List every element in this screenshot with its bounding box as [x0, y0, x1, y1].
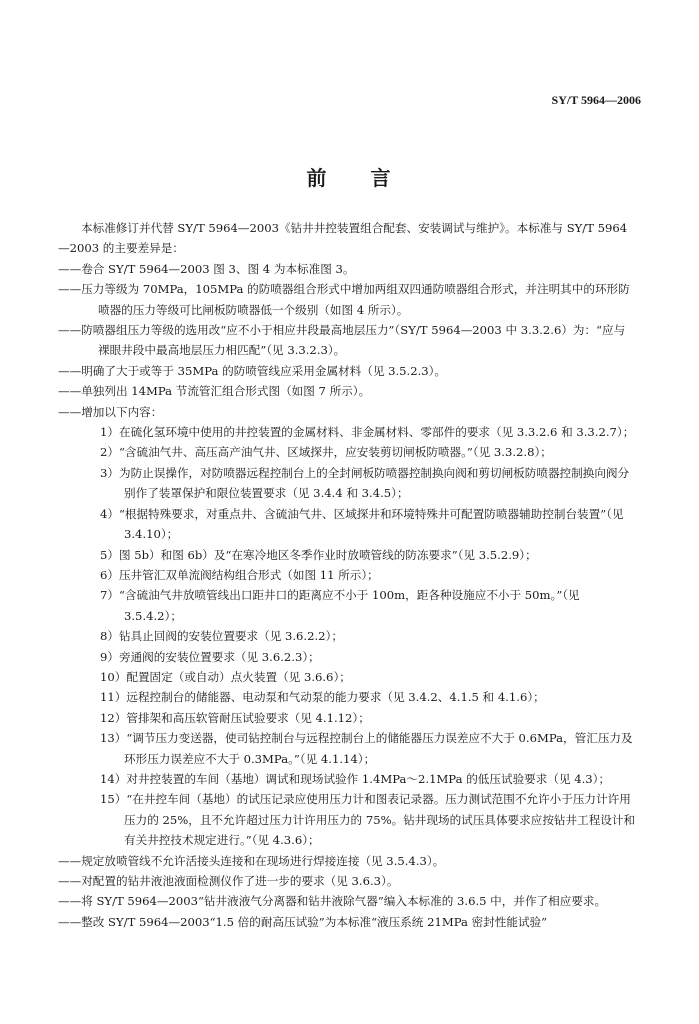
addition-item: 9）旁通阀的安装位置要求（见 3.6.2.3）； [100, 649, 320, 664]
page-title [0, 162, 699, 191]
change-item: ——将 SY/T 5964—2003“钻井液液气分离器和钻井液除气器”编入本标准的 3.6.5 中，并作了相应要求。 [58, 894, 607, 909]
intro-paragraph: 本标准修订并代替 SY/T 5964—2003《钻井井控装置组合配套、安装调试与维护》。本标准与 SY/T 5964—2003 的主要差异是： [58, 221, 628, 256]
change-item: ——增加以下内容： [58, 404, 163, 419]
change-item: ——明确了大于或等于 35MPa 的防喷管线应采用金属材料（见 3.5.2.3）。 [58, 363, 447, 378]
change-item: ——压力等级为 70MPa，105MPa 的防喷器组合形式中增加两组双四通防喷器组合形式，并注明其中的环形防喷器的压力等级可比闸板防喷器低一个级别（如图 4 所示）。 [58, 282, 630, 317]
change-item: ——卷合 SY/T 5964—2003 图 3、图 4 为本标准图 3。 [58, 261, 355, 276]
addition-item: 3）为防止误操作，对防喷器远程控制台上的全封闸板防喷器控制换向阀和剪切闸板防喷器控制换向阀分别作了装罩保护和限位装置要求（见 3.4.4 和 3.4.5）； [100, 465, 630, 501]
addition-item: 1）在硫化氢环境中使用的井控装置的金属材料、非金属材料、零部件的要求（见 3.3.2.6 和 3.3.2.7）； [100, 425, 635, 440]
addition-item: 8）钻具止回阀的安装位置要求（见 3.6.2.2）； [100, 629, 343, 644]
addition-item: 5）图 5b）和图 6b）及“在寒冷地区冬季作业时放喷管线的防冻要求”（见 3.5.2.9）； [100, 547, 537, 562]
addition-item: 12）管排架和高压软管耐压试验要求（见 4.1.12）； [100, 710, 370, 725]
foreword-body [58, 218, 636, 932]
title-char-2: 言 [370, 166, 393, 190]
change-item: ——整改 SY/T 5964—2003“1.5 倍的耐高压试验”为本标准“液压系统 21MPa 密封性能试验” [58, 914, 548, 929]
addition-item: 10）配置固定（或自动）点火装置（见 3.6.6）； [100, 669, 351, 684]
addition-item: 6）压井管汇双单流阀结构组合形式（如图 11 所示）； [100, 567, 379, 582]
change-item: ——对配置的钻井液池液面检测仪作了进一步的要求（见 3.6.3）。 [58, 874, 399, 888]
addition-item: 11）远程控制台的储能器、电动泵和气动泵的能力要求（见 3.4.2、4.1.5 和 4.1.6）； [100, 690, 545, 705]
addition-item: 15）“在井控车间（基地）的试压记录应使用压力计和图表记录器。压力测试范围不允许小于压力计许用压力的 25%，且不允许超过压力计许用压力的 75%。钻井现场的试压具体要求应按钻井工程设计和有关井控技术规定进行。”（见 4.3.6）； [100, 792, 636, 848]
change-item: ——防喷器组压力等级的选用改“应不小于相应井段最高地层压力”（SY/T 5964—2003 中 3.3.2.6）为：“应与裸眼井段中最高地层压力相匹配”（见 3.3.2.3）。 [58, 323, 626, 358]
change-item: ——单独列出 14MPa 节流管汇组合形式图（如图 7 所示）。 [58, 384, 371, 399]
addition-item: 2）“含硫油气井、高压高产油气井、区域探井，应安装剪切闸板防喷器。”（见 3.3.2.8）； [100, 445, 552, 460]
addition-item: 13）“调节压力变送器，使司钻控制台与远程控制台上的储能器压力误差应不大于 0.6MPa，管汇压力及环形压力误差应不大于 0.3MPa。”（见 4.1.14）； [100, 731, 633, 766]
addition-item: 14）对井控装置的车间（基地）调试和现场试验作 1.4MPa～2.1MPa 的低压试验要求（见 4.3）； [100, 771, 611, 786]
title-char-1: 前 [306, 166, 329, 190]
addition-item: 7）“含硫油气井放喷管线出口距井口的距离应不小于 100m，距各种设施应不小于 50m。”（见 3.5.4.2）； [100, 588, 580, 623]
standard-code: SY/T 5964—2006 [551, 93, 641, 107]
addition-item: 4）“根据特殊要求，对重点井、含硫油气井、区域探井和环境特殊井可配置防喷器辅助控制台装置”（见 3.4.10）； [100, 506, 624, 542]
change-item: ——规定放喷管线不允许活接头连接和在现场进行焊接连接（见 3.5.4.3）。 [58, 853, 445, 868]
